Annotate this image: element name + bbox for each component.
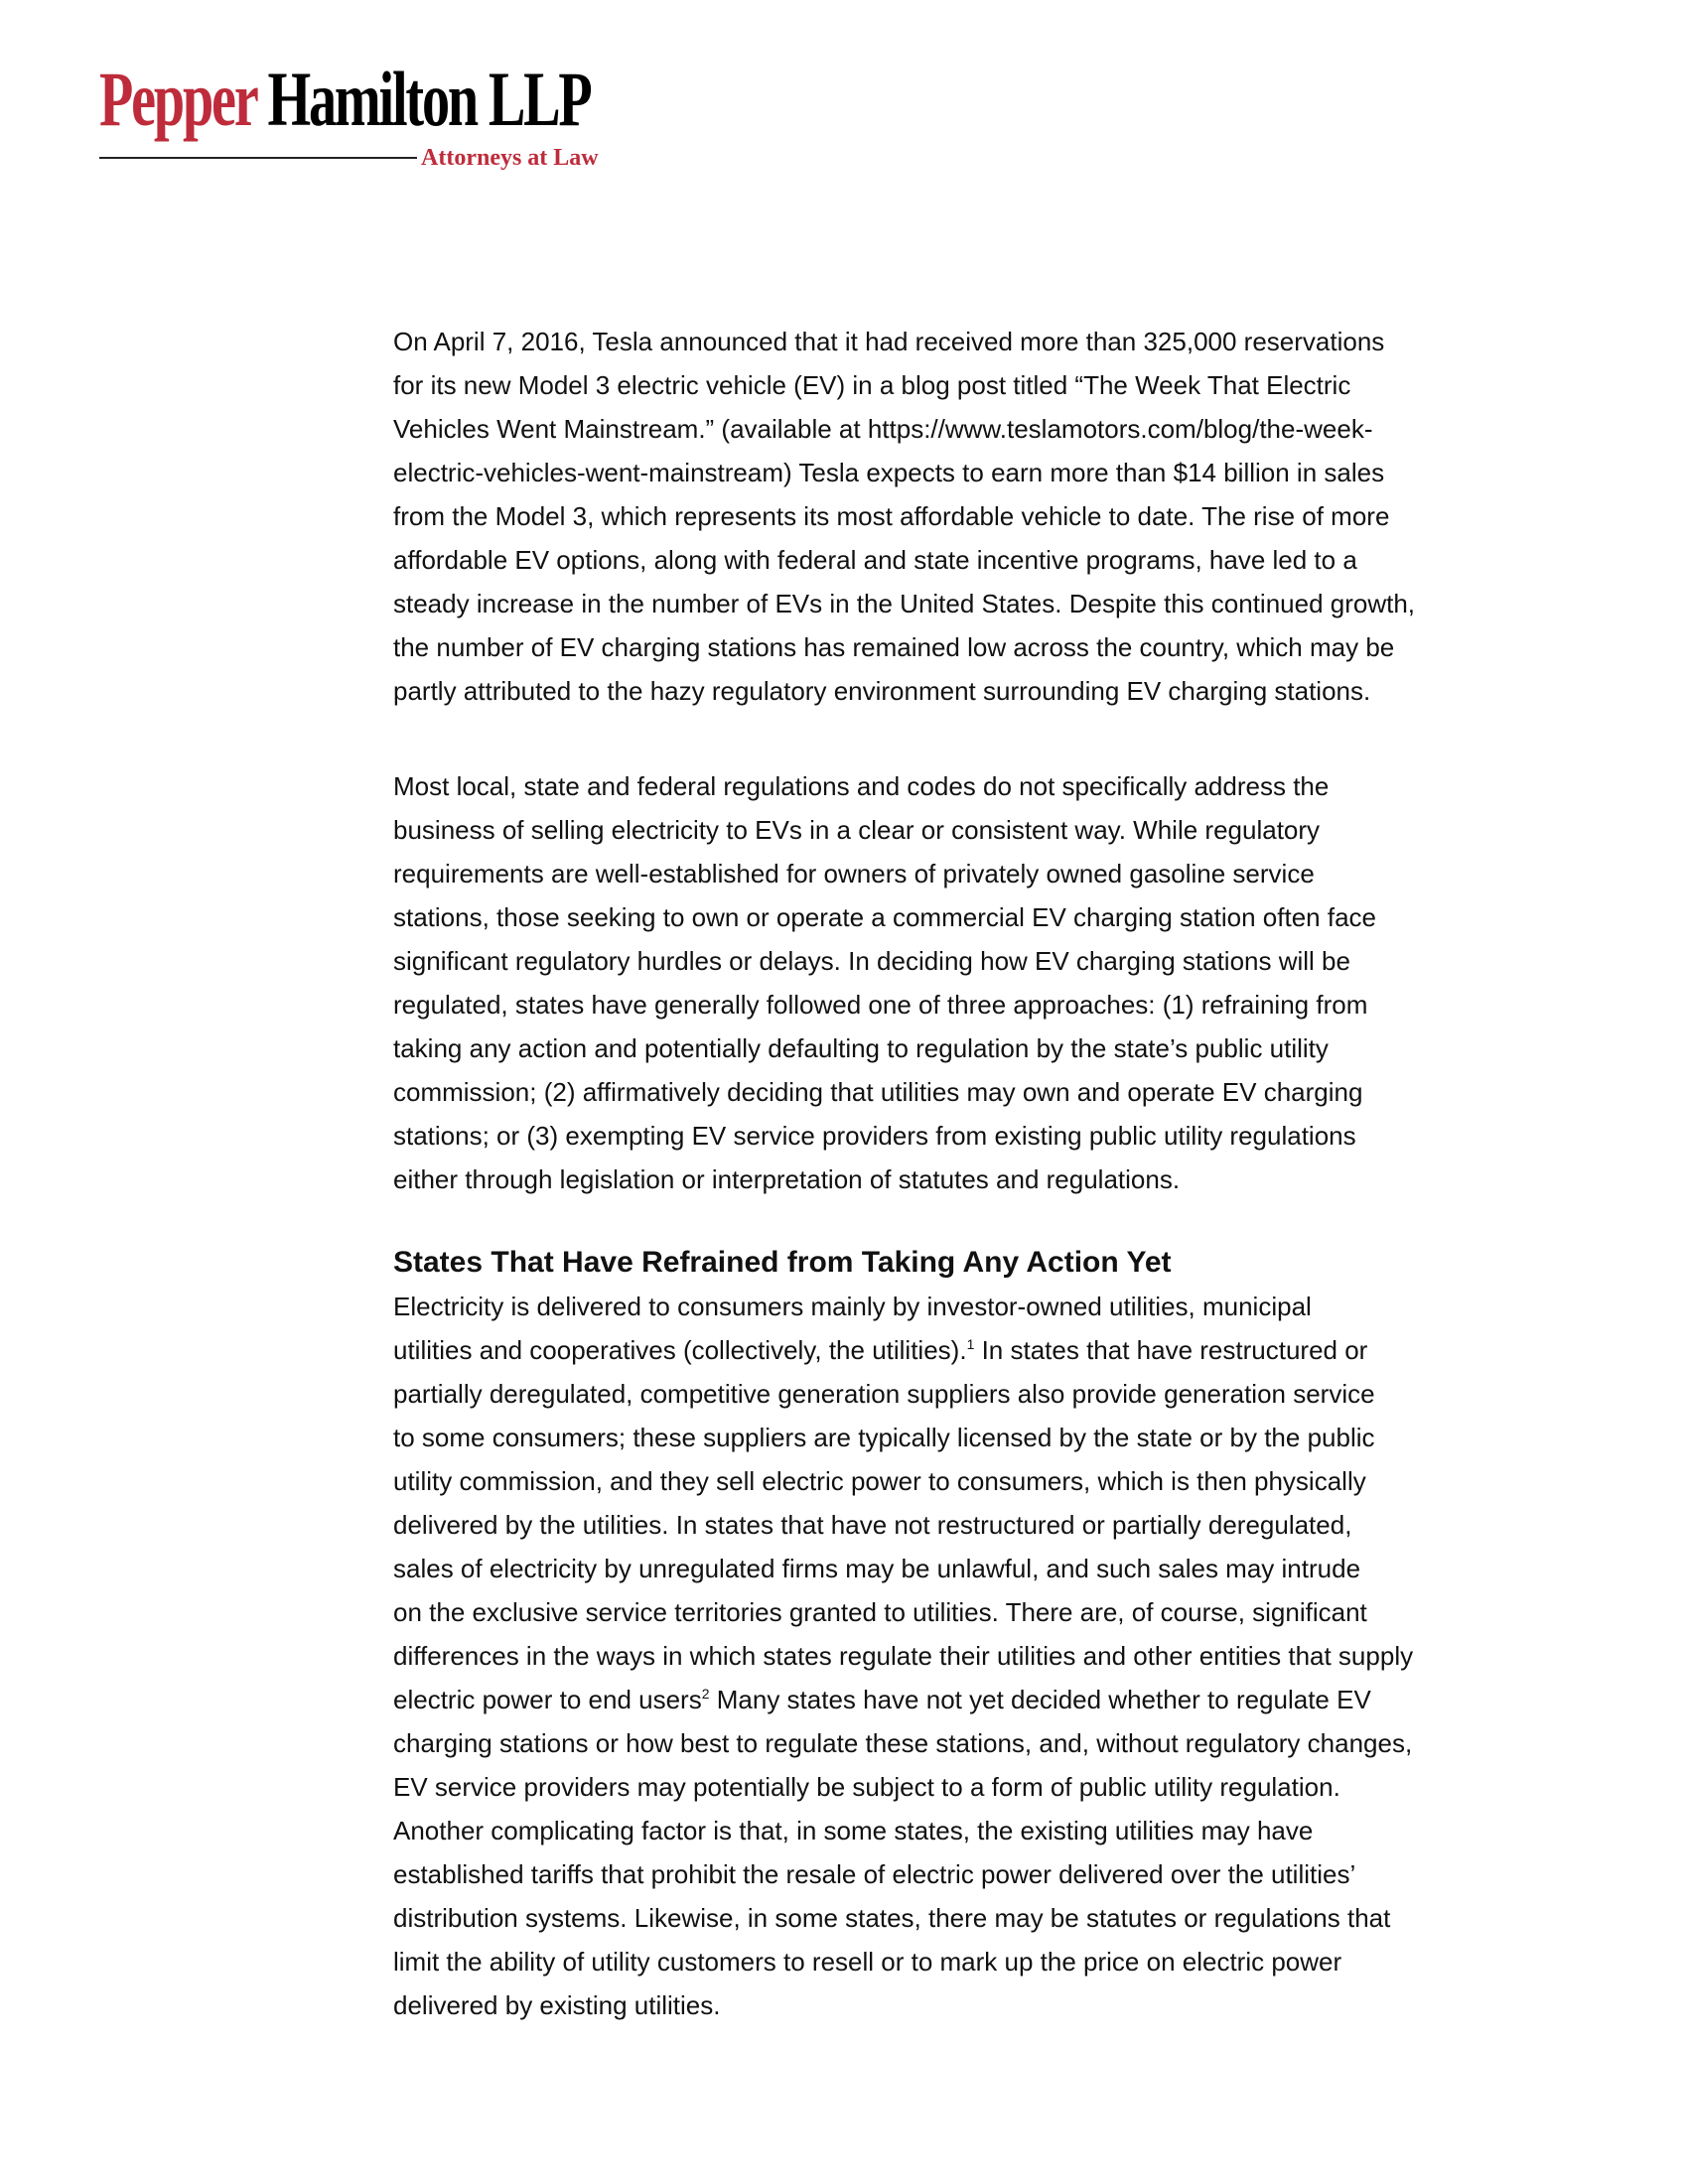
text-line [393,1328,1495,1372]
text-run: stations; or (3) exempting EV service providers from existing public utility regulations [393,1121,1356,1151]
text-run: Another complicating factor is that, in some states, the existing utilities may have [393,1816,1314,1845]
footnote-ref: 2 [701,1686,710,1702]
text-run: limit the ability of utility customers to resell or to mark up the price on electric power [393,1947,1342,1977]
logo-name-red: Pepper [99,56,256,142]
text-line [393,1285,1495,1328]
text-run: differences in the ways in which states regulate their utilities and other entities that supply [393,1641,1414,1671]
text-run: to some consumers; these suppliers are typically licensed by the state or by the public [393,1423,1375,1452]
document-body [393,320,1495,2079]
text-run: delivered by the utilities. In states that have not restructured or partially deregulated, [393,1510,1352,1540]
text-line [393,808,1495,852]
text-run: Many states have not yet decided whether to regulate EV [709,1685,1371,1714]
text-line [393,1503,1495,1547]
text-run: delivered by existing utilities. [393,1990,721,2020]
text-line [393,1158,1495,1201]
logo-wordmark [99,56,591,142]
text-run: Electricity is delivered to consumers mainly by investor-owned utilities, municipal [393,1292,1312,1321]
text-run: from the Model 3, which represents its most affordable vehicle to date. The rise of more [393,501,1390,531]
text-line [393,1114,1495,1158]
text-run: the number of EV charging stations has remained low across the country, which may be [393,632,1395,662]
text-run: commission; (2) affirmatively deciding that utilities may own and operate EV charging [393,1077,1363,1107]
text-line [393,494,1495,538]
text-line [393,625,1495,669]
text-run: partly attributed to the hazy regulatory environment surrounding EV charging stations. [393,676,1371,706]
logo-rule [99,157,417,159]
text-line [393,852,1495,895]
text-run: utility commission, and they sell electric power to consumers, which is then physically [393,1466,1366,1496]
text-run: electric power to end users [393,1685,702,1714]
text-line [393,1416,1495,1459]
text-run: either through legislation or interpretation of statutes and regulations. [393,1164,1181,1194]
paragraph [393,764,1495,1201]
text-line [393,363,1495,407]
text-run: distribution systems. Likewise, in some states, there may be statutes or regulations that [393,1903,1391,1933]
text-run: electric-vehicles-went-mainstream) Tesla expects to earn more than $14 billion in sales [393,458,1385,487]
text-line [393,764,1495,808]
text-line [393,939,1495,983]
text-run: steady increase in the number of EVs in the United States. Despite this continued growth, [393,589,1416,618]
text-line [393,1372,1495,1416]
text-line [393,1547,1495,1590]
text-line [393,320,1495,363]
text-run: charging stations or how best to regulate these stations, and, without regulatory changes, [393,1728,1413,1758]
text-run: significant regulatory hurdles or delays. In deciding how EV charging stations will be [393,946,1350,976]
text-line [393,1896,1495,1940]
text-line [393,1678,1495,1721]
text-run: regulated, states have generally followed one of three approaches: (1) refraining from [393,990,1368,1020]
text-run: for its new Model 3 electric vehicle (EV) in a blog post titled “The Week That Electric [393,370,1351,400]
text-line [393,582,1495,625]
text-line [393,1459,1495,1503]
text-run: on the exclusive service territories granted to utilities. There are, of course, significant [393,1597,1367,1627]
text-line [393,1634,1495,1678]
text-run: On April 7, 2016, Tesla announced that it had received more than 325,000 reservations [393,327,1385,356]
logo-tagline: Attorneys at Law [421,145,599,171]
text-line [393,1721,1495,1765]
text-line [393,983,1495,1026]
text-run: stations, those seeking to own or operate a commercial EV charging station often face [393,902,1376,932]
text-line [393,669,1495,713]
text-run: In states that have restructured or [974,1335,1368,1365]
text-line [393,407,1495,451]
text-run: business of selling electricity to EVs in a clear or consistent way. While regulatory [393,815,1321,845]
text-line [393,451,1495,494]
section-heading: States That Have Refrained from Taking Any Action Yet [393,1246,1172,1279]
text-run: taking any action and potentially defaulting to regulation by the state’s public utility [393,1033,1329,1063]
text-line [393,1765,1495,1809]
text-line [393,895,1495,939]
text-run: established tariffs that prohibit the resale of electric power delivered over the utilities’ [393,1859,1356,1889]
text-line [393,1940,1495,1983]
text-run: partially deregulated, competitive generation suppliers also provide generation service [393,1379,1375,1409]
text-line [393,1983,1495,2027]
paragraph [393,320,1495,713]
logo-name-black: Hamilton LLP [267,56,591,142]
text-line [393,1852,1495,1896]
text-run: affordable EV options, along with federal and state incentive programs, have led to a [393,545,1357,575]
text-run: requirements are well-established for owners of privately owned gasoline service [393,859,1315,888]
text-run: EV service providers may potentially be subject to a form of public utility regulation. [393,1772,1340,1802]
text-line [393,1590,1495,1634]
text-line [393,1070,1495,1114]
paragraph [393,1243,1495,2027]
text-run: Vehicles Went Mainstream.” (available at https://www.teslamotors.com/blog/the-week- [393,414,1373,444]
text-run: sales of electricity by unregulated firms may be unlawful, and such sales may intrude [393,1554,1361,1583]
company-logo [99,56,616,174]
text-line [393,1026,1495,1070]
text-run: utilities and cooperatives (collectively, the utilities). [393,1335,967,1365]
text-line [393,1809,1495,1852]
footnote-ref: 1 [966,1336,975,1352]
text-line [393,538,1495,582]
text-run: Most local, state and federal regulations and codes do not specifically address the [393,771,1330,801]
